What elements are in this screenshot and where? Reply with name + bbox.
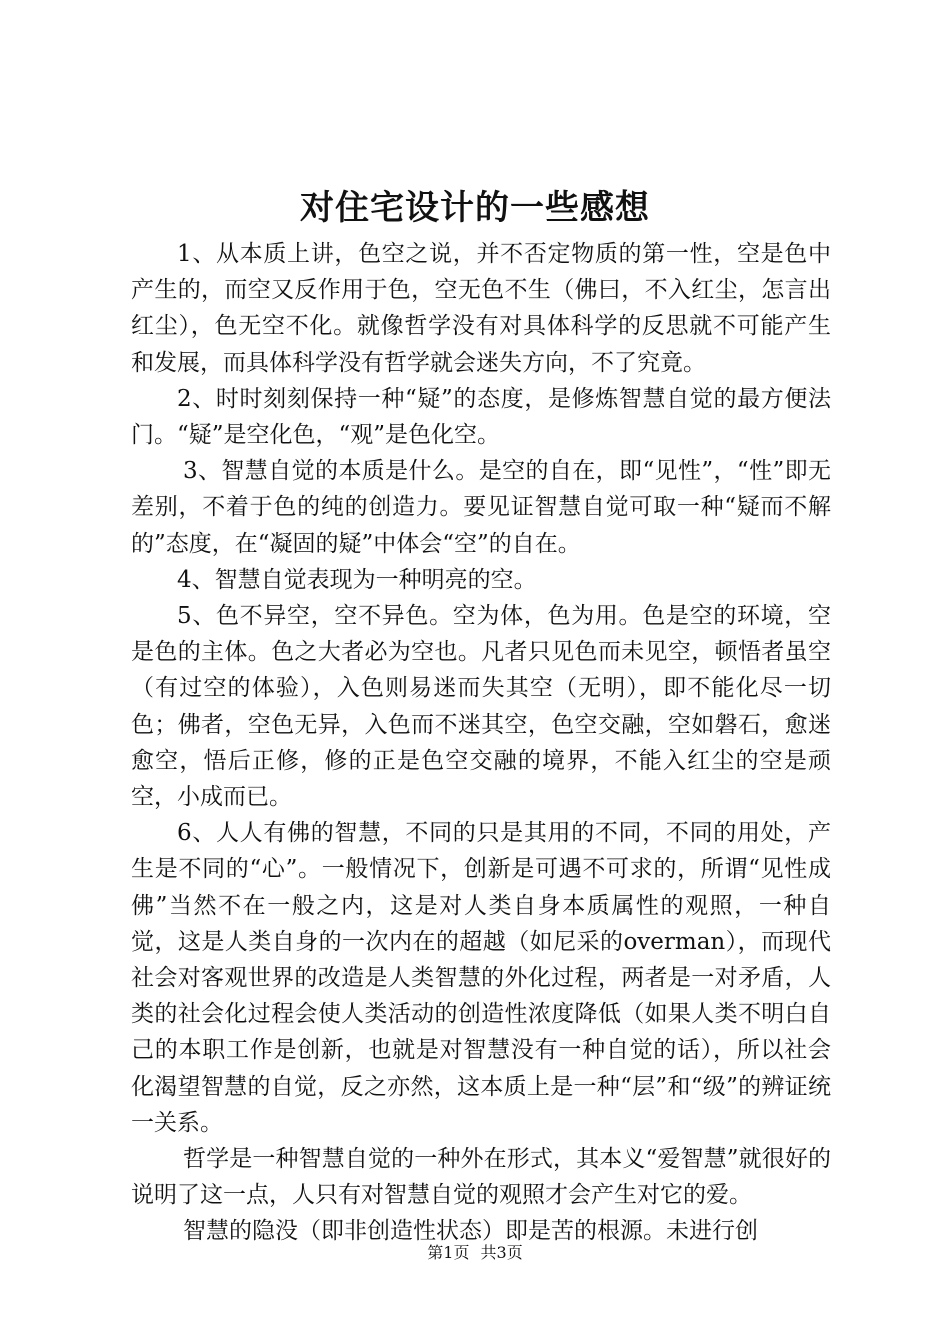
page-number: 第1页 xyxy=(427,1243,470,1262)
page-total: 共3页 xyxy=(480,1243,523,1262)
document-title: 对住宅设计的一些感想 xyxy=(300,188,650,228)
page-footer xyxy=(0,1243,950,1263)
paragraph-6: 6、人人有佛的智慧，不同的只是其用的不同，不同的用处，产生是不同的“心”。一般情况下，创新是可遇不可求的，所谓“见性成佛”当然不在一般之内，这是对人类自身本质属性的观照，一种自觉，这是人类自身的一次内在的超越（如尼采的overman），而现代社会对客观世界的改造是人类智慧的外化过程，两者是一对矛盾，人类的社会化过程会使人类活动的创造性浓度降低（如果人类不明白自己的本职工作是创新，也就是对智慧没有一种自觉的话），所以社会化渴望智慧的自觉，反之亦然，这本质上是一种“层”和“级”的辨证统一关系。 xyxy=(131,820,831,1136)
paragraph-7: 哲学是一种智慧自觉的一种外在形式，其本义“爱智慧”就很好的说明了这一点，人只有对智慧自觉的观照才会产生对它的爱。 xyxy=(131,1146,831,1209)
paragraph-8: 智慧的隐没（即非创造性状态）即是苦的根源。未进行创 xyxy=(183,1218,758,1245)
paragraph-2: 2、时时刻刻保持一种“疑”的态度，是修炼智慧自觉的最方便法门。“疑”是空化色，“观”是色化空。 xyxy=(131,385,831,449)
paragraph-4: 4、智慧自觉表现为一种明亮的空。 xyxy=(177,566,537,593)
paragraph-3: 3、智慧自觉的本质是什么。是空的自在，即“见性”，“性”即无差别，不着于色的纯的创造力。要见证智慧自觉可取一种“疑而不解的”态度，在“凝固的疑”中体会“空”的自在。 xyxy=(131,458,831,557)
document-body xyxy=(131,236,831,1250)
paragraph-1: 1、从本质上讲，色空之说，并不否定物质的第一性，空是色中产生的，而空又反作用于色，空无色不生（佛曰，不入红尘，怎言出红尘），色无空不化。就像哲学没有对具体科学的反思就不可能产生和发展，而具体科学没有哲学就会迷失方向，不了究竟。 xyxy=(131,241,831,376)
paragraph-5: 5、色不异空，空不异色。空为体，色为用。色是空的环境，空是色的主体。色之大者必为空也。凡者只见色而未见空，顿悟者虽空（有过空的体验），入色则易迷而失其空（无明），即不能化尽一切色；佛者，空色无异，入色而不迷其空，色空交融，空如磐石，愈迷愈空，悟后正修，修的正是色空交融的境界，不能入红尘的空是顽空，小成而已。 xyxy=(131,603,831,811)
